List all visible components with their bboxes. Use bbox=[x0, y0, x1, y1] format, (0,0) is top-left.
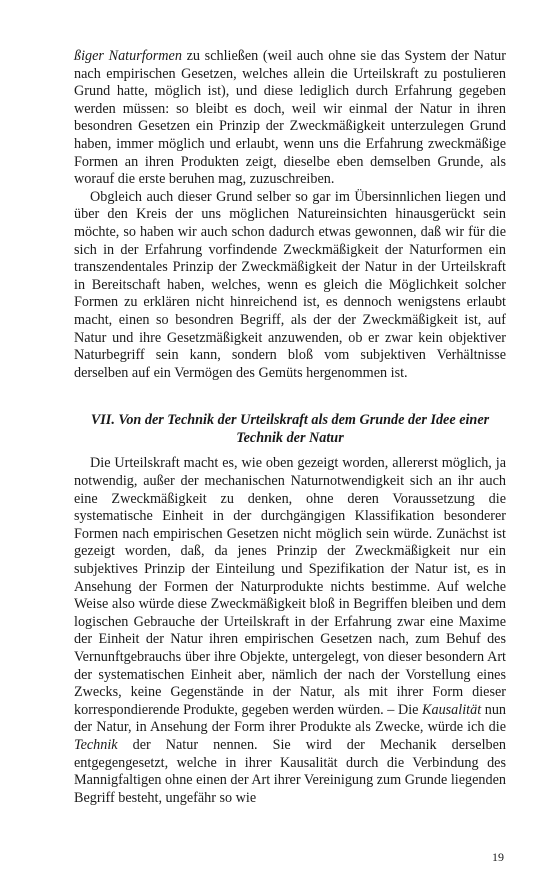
page-number: 19 bbox=[492, 850, 504, 864]
section-heading-line2: Technik der Natur bbox=[236, 429, 344, 446]
paragraph-text-part2: nun der Natur, in Ansehung der Form ihrer Produkte als Zwecke, würde ich die bbox=[74, 701, 507, 736]
section-heading bbox=[74, 412, 506, 447]
paragraph-text: Obgleich auch dieser Grund selber so gar im Übersinnlichen liegen und über den Kreis der uns möglichen Natureinsichten hinausgerückt sein möchte, so haben wir auch schon dadurch etwas gewonnen, daß wir für die sich in der Erfahrung vorfindende Zweckmäßigkeit der Naturformen ein transzendentales Prinzip der Zweckmäßigkeit der Natur in der Urteilskraft in Bereitschaft haben, welches, wenn es gleich die Möglichkeit solcher Formen zu erklären nicht hinreichend ist, es dennoch wenigstens erlaubt macht, einen so besondren Begriff, als der der Zweckmäßigkeit ist, auf Natur und ihre Gesetzmäßigkeit anzuwenden, ob er zwar kein objektiver Naturbegriff sein kann, sondern bloß vom subjektiven Verhältnisse derselben auf ein Vermögen des Gemüts hergenommen ist. bbox=[74, 188, 506, 381]
italic-technik: Technik bbox=[74, 736, 118, 753]
paragraph-urteilskraft bbox=[74, 455, 506, 807]
italic-kausalitaet: Kausalität bbox=[422, 701, 482, 718]
paragraph-text: zu schließen (weil auch ohne sie das System der Natur nach empirischen Gesetzen, welches allein die Urteilskraft zu postulieren Grund hatte, möglich ist), und diese lediglich durch Erfahrung gegeben werden müssen: so bleibt es doch, weil wir einmal der Natur in ihren besondren Gesetzen ein Prinzip der Zweckmäßigkeit unterzulegen Grund haben, immer möglich und erlaubt, wenn uns die Erfahrung zweckmäßige Formen an ihren Produkten zeigt, dieselbe eben demselben Grunde, als worauf die erste beruhen mag, zuzuschreiben. bbox=[74, 48, 506, 188]
paragraph-text-part1: Die Urteilskraft macht es, wie oben gezeigt worden, allererst möglich, ja notwendig, außer der mechanischen Naturnotwendigkeit sich an ihr auch eine Zweckmäßigkeit zu denken, ohne deren Voraussetzung die systematische Einheit in der durchgängigen Klassifikation besonderer Formen nach empirischen Gesetzen nicht möglich sein würde. Zunächst ist gezeigt worden, daß, da jenes Prinzip der Zweckmäßigkeit nur ein subjektives Prinzip der Einteilung und Spezifikation der Natur ist, es in Ansehung der Formen der Naturprodukte nichts bestimme. Auf welche Weise also würde diese Zweckmäßigkeit bloß in Begriffen bleiben und dem logischen Gebrauche der Urteilskraft in der Erfahrung zwar eine Maxime der Einheit der Natur ihren empirischen Gesetzen nach, zum Behuf des Vernunftgebrauchs über ihre Objekte, untergelegt, von dieser besondern Art der systematischen Einheit aber, nämlich der nach der Vorstellung eines Zwecks, keine Gegenstände in der Natur, als mit ihrer Form dieser korrespondierende Produkte, gegeben werden würden. – Die bbox=[74, 455, 506, 718]
paragraph-continuation bbox=[74, 48, 506, 189]
section-heading-line1: VII. Von der Technik der Urteilskraft als dem Grunde der Idee einer bbox=[90, 412, 490, 429]
paragraph-obgleich bbox=[74, 189, 506, 383]
italic-phrase: ßiger Naturformen bbox=[74, 48, 182, 64]
paragraph-text-part3: der Natur nennen. Sie wird der Mechanik derselben entgegengesetzt, welche in ihrer Kausalität durch die Verbindung des Mannigfaltigen ohne einen der Art ihrer Vereinigung zum Grunde liegenden Begriff besteht, ungefähr so wie bbox=[74, 736, 506, 806]
page-body bbox=[74, 48, 506, 807]
